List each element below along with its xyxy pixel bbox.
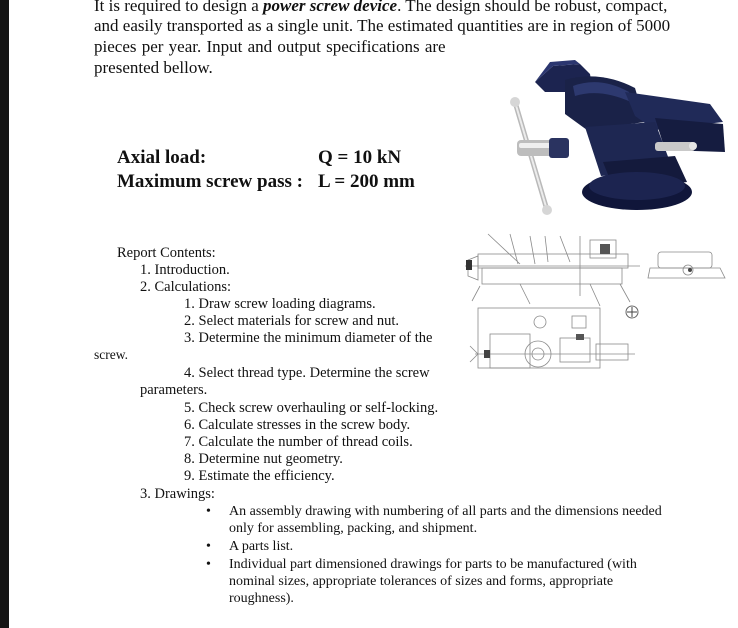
- section-introduction: 1. Introduction.: [140, 262, 230, 278]
- intro-line-2: and easily transported as a single unit. The estimated quantities are in region of 5000: [94, 16, 671, 35]
- drawing-item-2: A parts list.: [229, 539, 294, 554]
- drawing-item-1: An assembly drawing with numbering of all parts and the dimensions needed: [229, 504, 662, 519]
- report-title: Report Contents:: [117, 245, 216, 261]
- assembly-technical-drawing: [460, 226, 738, 396]
- bench-vise-photo: [505, 52, 730, 230]
- bullet-icon: •: [206, 504, 211, 519]
- drawing-item-3-line-3: roughness).: [229, 591, 294, 606]
- calc-item-3: 3. Determine the minimum diameter of the: [184, 330, 433, 346]
- drawing-item-3-line-2: nominal sizes, appropriate tolerances of sizes and forms, appropriate: [229, 574, 614, 589]
- section-calculations: 2. Calculations:: [140, 279, 232, 295]
- drawing-item-1-line-2: only for assembling, packing, and shipment.: [229, 521, 478, 536]
- calc-item-3-continued: screw.: [94, 347, 128, 362]
- calc-item-9: 9. Estimate the efficiency.: [184, 468, 335, 484]
- axial-load-value: Q = 10 kN: [318, 147, 402, 168]
- calc-item-4-continued: parameters.: [140, 382, 208, 398]
- intro-line-3: pieces per year. Input and output specifications are: [94, 37, 446, 56]
- calc-item-8: 8. Determine nut geometry.: [184, 451, 343, 467]
- calc-item-4: 4. Select thread type. Determine the screw: [184, 365, 430, 381]
- calc-item-6: 6. Calculate stresses in the screw body.: [184, 417, 411, 433]
- section-drawings: 3. Drawings:: [140, 486, 215, 502]
- max-screw-pass-label: Maximum screw pass :: [117, 171, 303, 192]
- calc-item-5: 5. Check screw overhauling or self-locking.: [184, 400, 439, 416]
- bullet-icon: •: [206, 539, 211, 554]
- intro-line-4: presented bellow.: [94, 58, 213, 77]
- bullet-icon: •: [206, 557, 211, 572]
- page-edge-bar: [0, 0, 9, 628]
- calc-item-2: 2. Select materials for screw and nut.: [184, 313, 400, 329]
- power-screw-device-term: power screw device: [263, 0, 398, 15]
- axial-load-label: Axial load:: [117, 147, 207, 168]
- intro-line-1: It is required to design a power screw device. The design should be robust, compact,: [94, 0, 667, 14]
- drawing-item-3: Individual part dimensioned drawings for parts to be manufactured (with: [229, 557, 637, 572]
- calc-item-7: 7. Calculate the number of thread coils.: [184, 434, 413, 450]
- max-screw-pass-value: L = 200 mm: [318, 171, 415, 192]
- calc-item-1: 1. Draw screw loading diagrams.: [184, 296, 376, 312]
